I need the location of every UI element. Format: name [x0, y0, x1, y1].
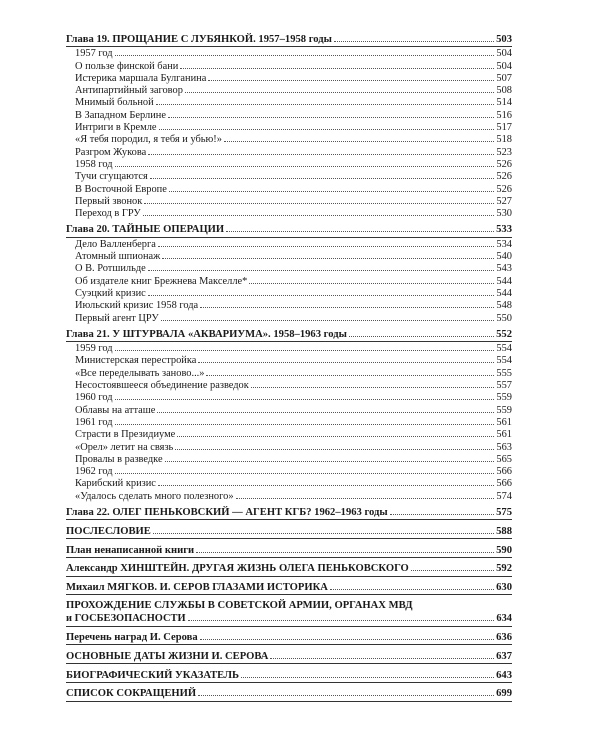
toc-page-number: 526: [496, 171, 512, 183]
leader-dots: [196, 544, 494, 553]
toc-page-number: 544: [496, 287, 512, 299]
section-divider: [66, 682, 512, 683]
toc-page-number: 559: [496, 392, 512, 404]
toc-entry-title: «Все переделывать заново...»: [75, 367, 205, 379]
toc-sections-2: [66, 631, 512, 702]
toc-entry-title: БИОГРАФИЧЕСКИЙ УКАЗАТЕЛЬ: [66, 669, 240, 681]
toc-page-number: 548: [496, 300, 512, 312]
toc-entry-title: Страсти в Президиуме: [75, 429, 176, 441]
leader-dots: [200, 299, 494, 308]
toc-subentry[interactable]: [66, 312, 512, 324]
toc-entry-title: Атомный шпионаж: [75, 251, 161, 263]
leader-dots: [411, 562, 494, 571]
toc-entry-title: Перечень наград И. Серова: [66, 632, 198, 644]
toc-section-entry[interactable]: [66, 631, 512, 643]
leader-dots: [198, 687, 494, 696]
toc-page-number: 534: [496, 238, 512, 250]
section-divider: [66, 701, 512, 702]
toc-section-entry[interactable]: [66, 581, 512, 593]
toc-page-number: 530: [496, 208, 512, 220]
toc-subentry[interactable]: [66, 428, 512, 440]
toc-chapter-title: Глава 19. ПРОЩАНИЕ С ЛУБЯНКОЙ. 1957–1958 годы: [66, 34, 332, 45]
leader-dots: [330, 581, 494, 590]
toc-subentry[interactable]: [66, 379, 512, 391]
toc-subentry[interactable]: [66, 183, 512, 195]
toc-entry-title: «Удалось сделать много полезного»: [75, 490, 234, 502]
toc-subentry[interactable]: [66, 465, 512, 477]
toc-page-number: 507: [496, 72, 512, 84]
toc-subentry[interactable]: [66, 84, 512, 96]
toc-entry-title: Истерика маршала Булганина: [75, 72, 207, 84]
toc-page-number: 643: [496, 669, 512, 681]
toc-subentry[interactable]: [66, 342, 512, 354]
leader-dots: [270, 650, 494, 659]
toc-entry-title: План ненаписанной книги: [66, 544, 195, 556]
toc-section-entry[interactable]: [66, 650, 512, 662]
toc-page-number: 575: [496, 506, 512, 518]
toc-page-number: 543: [496, 263, 512, 275]
toc-subentry[interactable]: [66, 96, 512, 108]
toc-entry-title: «Орел» летит на связь: [75, 441, 174, 453]
toc-subentry[interactable]: [66, 170, 512, 182]
toc-page-number: 527: [496, 195, 512, 207]
toc-page-number: 636: [496, 632, 512, 644]
toc-page-number: 544: [496, 275, 512, 287]
toc-chapter-22[interactable]: [66, 506, 512, 518]
leader-dots: [148, 287, 494, 296]
toc-subentry[interactable]: [66, 262, 512, 274]
toc-page-number: 508: [496, 85, 512, 97]
toc-subentry[interactable]: [66, 275, 512, 287]
toc-section-entry[interactable]: [66, 669, 512, 681]
section-divider: [66, 663, 512, 664]
toc-page-number: 526: [496, 183, 512, 195]
toc-entry-title: 1962 год: [75, 466, 113, 478]
toc-subentry[interactable]: [66, 47, 512, 59]
toc-chapter-19[interactable]: [66, 33, 512, 45]
leader-dots: [188, 612, 494, 621]
toc-page-number: 504: [496, 48, 512, 60]
toc-chapter-21[interactable]: [66, 328, 512, 340]
leader-dots: [115, 158, 494, 167]
leader-dots: [115, 342, 494, 351]
toc-entry-title: СПИСОК СОКРАЩЕНИЙ: [66, 688, 197, 700]
toc-entry-title: Министерская перестройка: [75, 355, 197, 367]
leader-dots: [251, 379, 494, 388]
toc-page-number: 533: [496, 224, 512, 236]
toc-subentry[interactable]: [66, 195, 512, 207]
leader-dots: [144, 195, 494, 204]
leader-dots: [180, 60, 494, 69]
toc-page-number: 637: [496, 650, 512, 662]
leader-dots: [226, 223, 494, 232]
toc-entry-title: Июльский кризис 1958 года: [75, 300, 199, 312]
toc-page-number: 574: [496, 490, 512, 502]
section-divider: [66, 538, 512, 539]
section-divider: [66, 626, 512, 627]
toc-entry-title: О пользе финской бани: [75, 60, 179, 72]
toc-entry-title: Тучи сгущаются: [75, 171, 148, 183]
toc-page-number: 566: [496, 466, 512, 478]
toc-chapter-19-items: [66, 47, 512, 219]
toc-subentry[interactable]: [66, 453, 512, 465]
toc-entry-title: Переход в ГРУ: [75, 208, 141, 220]
toc-entry-title: Антипартийный заговор: [75, 85, 183, 97]
leader-dots: [148, 262, 494, 271]
toc-entry-title: Об издателе книг Брежнева Макселле*: [75, 275, 248, 287]
toc-page-number: 590: [496, 544, 512, 556]
section-divider: [66, 594, 512, 595]
toc-page-number: 555: [496, 367, 512, 379]
toc-page-number: 566: [496, 478, 512, 490]
toc-entry-title-line1: ПРОХОЖДЕНИЕ СЛУЖБЫ В СОВЕТСКОЙ АРМИИ, ОРГАНАХ МВД: [66, 599, 413, 611]
toc-page-number: 592: [496, 563, 512, 575]
toc-entry-title: «Я тебя породил, я тебя и убью!»: [75, 134, 222, 146]
toc-entry-title: Карибский кризис: [75, 478, 156, 490]
toc-entry-title: 1958 год: [75, 158, 113, 170]
toc-section-entry[interactable]: [66, 562, 512, 574]
toc-entry-title: 1960 год: [75, 392, 113, 404]
toc-entry-title: О В. Ротшильде: [75, 263, 146, 275]
toc-page-number: 561: [496, 416, 512, 428]
toc-chapter-20[interactable]: [66, 223, 512, 235]
toc-subentry[interactable]: [66, 72, 512, 84]
toc-entry-title: Провалы в разведке: [75, 453, 163, 465]
toc-entry-title: Интриги в Кремле: [75, 122, 157, 134]
toc-entry-title: 1959 год: [75, 343, 113, 355]
toc-page-number: 554: [496, 355, 512, 367]
toc-page-number: 514: [496, 97, 512, 109]
toc-page-number: 518: [496, 134, 512, 146]
leader-dots: [115, 416, 494, 425]
toc-entry-title: Первый агент ЦРУ: [75, 312, 159, 324]
toc-subentry[interactable]: [66, 416, 512, 428]
toc-chapter-title: Глава 21. У ШТУРВАЛА «АКВАРИУМА». 1958–1963 годы: [66, 328, 347, 340]
toc-subentry[interactable]: [66, 121, 512, 133]
leader-dots: [159, 121, 494, 130]
leader-dots: [115, 47, 494, 56]
leader-dots: [161, 312, 494, 321]
leader-dots: [162, 250, 494, 259]
toc-entry-title: В Западном Берлине: [75, 109, 166, 121]
leader-dots: [169, 183, 494, 192]
leader-dots: [168, 109, 494, 118]
leader-dots: [249, 275, 494, 284]
toc-page-number: 523: [496, 146, 512, 158]
toc-section-entry[interactable]: [66, 687, 512, 699]
leader-dots: [150, 170, 494, 179]
leader-dots: [334, 33, 494, 42]
toc-page-number: 550: [496, 312, 512, 324]
leader-dots: [157, 404, 494, 413]
section-divider: [66, 557, 512, 558]
toc-entry-title-line2: и ГОСБЕЗОПАСНОСТИ: [66, 613, 186, 625]
toc-entry-service[interactable]: [66, 600, 512, 625]
toc-subentry[interactable]: [66, 146, 512, 158]
toc-subentry[interactable]: [66, 133, 512, 145]
toc-entry-title: Александр ХИНШТЕЙН. ДРУГАЯ ЖИЗНЬ ОЛЕГА ПЕНЬКОВСКОГО: [66, 563, 409, 575]
section-divider: [66, 576, 512, 577]
toc-page-number: 516: [496, 109, 512, 121]
toc-subentry[interactable]: [66, 391, 512, 403]
leader-dots: [206, 367, 494, 376]
toc-page-number: 588: [496, 525, 512, 537]
leader-dots: [185, 84, 494, 93]
leader-dots: [198, 354, 494, 363]
toc-page-number: 563: [496, 441, 512, 453]
leader-dots: [208, 72, 494, 81]
leader-dots: [224, 133, 494, 142]
toc-entry-title: Суэцкий кризис: [75, 287, 146, 299]
toc-subentry[interactable]: [66, 354, 512, 366]
toc-page-number: 554: [496, 343, 512, 355]
toc-subentry[interactable]: [66, 299, 512, 311]
toc-chapter-21-items: [66, 342, 512, 502]
toc-page-number: 630: [496, 582, 512, 594]
leader-dots: [175, 441, 494, 450]
leader-dots: [115, 391, 494, 400]
toc-entry-title: Облавы на атташе: [75, 404, 156, 416]
toc-subentry[interactable]: [66, 158, 512, 170]
toc-subentry[interactable]: [66, 287, 512, 299]
toc-entry-title: ОСНОВНЫЕ ДАТЫ ЖИЗНИ И. СЕРОВА: [66, 650, 269, 662]
leader-dots: [390, 506, 494, 515]
toc-sections: [66, 525, 512, 596]
toc-entry-title: В Восточной Европе: [75, 183, 167, 195]
toc-page-number: 634: [496, 613, 512, 625]
toc-section-entry[interactable]: [66, 525, 512, 537]
toc-subentry[interactable]: [66, 60, 512, 72]
leader-dots: [156, 96, 494, 105]
toc-page-number: 559: [496, 404, 512, 416]
toc-entry-title: Несостоявшееся объединение разведок: [75, 380, 249, 392]
toc-page-number: 565: [496, 453, 512, 465]
leader-dots: [143, 207, 494, 216]
chapter-divider: [66, 519, 512, 520]
toc-page-number: 504: [496, 60, 512, 72]
toc-chapter-title: Глава 22. ОЛЕГ ПЕНЬКОВСКИЙ — АГЕНТ КГБ? 1962–1963 годы: [66, 506, 388, 518]
toc-entry-title: Дело Валленберга: [75, 238, 156, 250]
toc-entry-title: Мнимый больной: [75, 97, 154, 109]
leader-dots: [158, 477, 494, 486]
toc-entry-title: Разгром Жукова: [75, 146, 147, 158]
toc-entry-title: Первый звонок: [75, 195, 143, 207]
toc-page-number: 517: [496, 122, 512, 134]
section-divider: [66, 644, 512, 645]
leader-dots: [115, 465, 494, 474]
toc-subentry[interactable]: [66, 404, 512, 416]
leader-dots: [148, 146, 494, 155]
toc-subentry[interactable]: [66, 441, 512, 453]
toc-subentry[interactable]: [66, 109, 512, 121]
toc-chapter-title: Глава 20. ТАЙНЫЕ ОПЕРАЦИИ: [66, 224, 225, 236]
toc-page-number: 540: [496, 251, 512, 263]
leader-dots: [153, 525, 494, 534]
toc-subentry[interactable]: [66, 367, 512, 379]
toc-subentry[interactable]: [66, 477, 512, 489]
leader-dots: [241, 669, 494, 678]
toc-page-number: 699: [496, 688, 512, 700]
toc-page-number: 503: [496, 34, 512, 45]
toc-entry-title: Михаил МЯГКОВ. И. СЕРОВ ГЛАЗАМИ ИСТОРИКА: [66, 582, 328, 594]
toc-chapter-20-items: [66, 238, 512, 324]
toc-subentry[interactable]: [66, 490, 512, 502]
leader-dots: [158, 238, 494, 247]
toc-subentry[interactable]: [66, 238, 512, 250]
toc-entry-title: 1961 год: [75, 416, 113, 428]
toc-page-number: 561: [496, 429, 512, 441]
leader-dots: [165, 453, 494, 462]
toc-page-number: 557: [496, 380, 512, 392]
leader-dots: [236, 490, 494, 499]
toc-entry-title: 1957 год: [75, 48, 113, 60]
table-of-contents: [66, 33, 512, 702]
toc-page-number: 552: [496, 328, 512, 340]
toc-entry-title: ПОСЛЕСЛОВИЕ: [66, 525, 151, 537]
leader-dots: [349, 328, 494, 337]
toc-section-entry[interactable]: [66, 544, 512, 556]
leader-dots: [200, 631, 494, 640]
toc-page-number: 526: [496, 158, 512, 170]
toc-subentry[interactable]: [66, 207, 512, 219]
leader-dots: [177, 428, 494, 437]
toc-subentry[interactable]: [66, 250, 512, 262]
